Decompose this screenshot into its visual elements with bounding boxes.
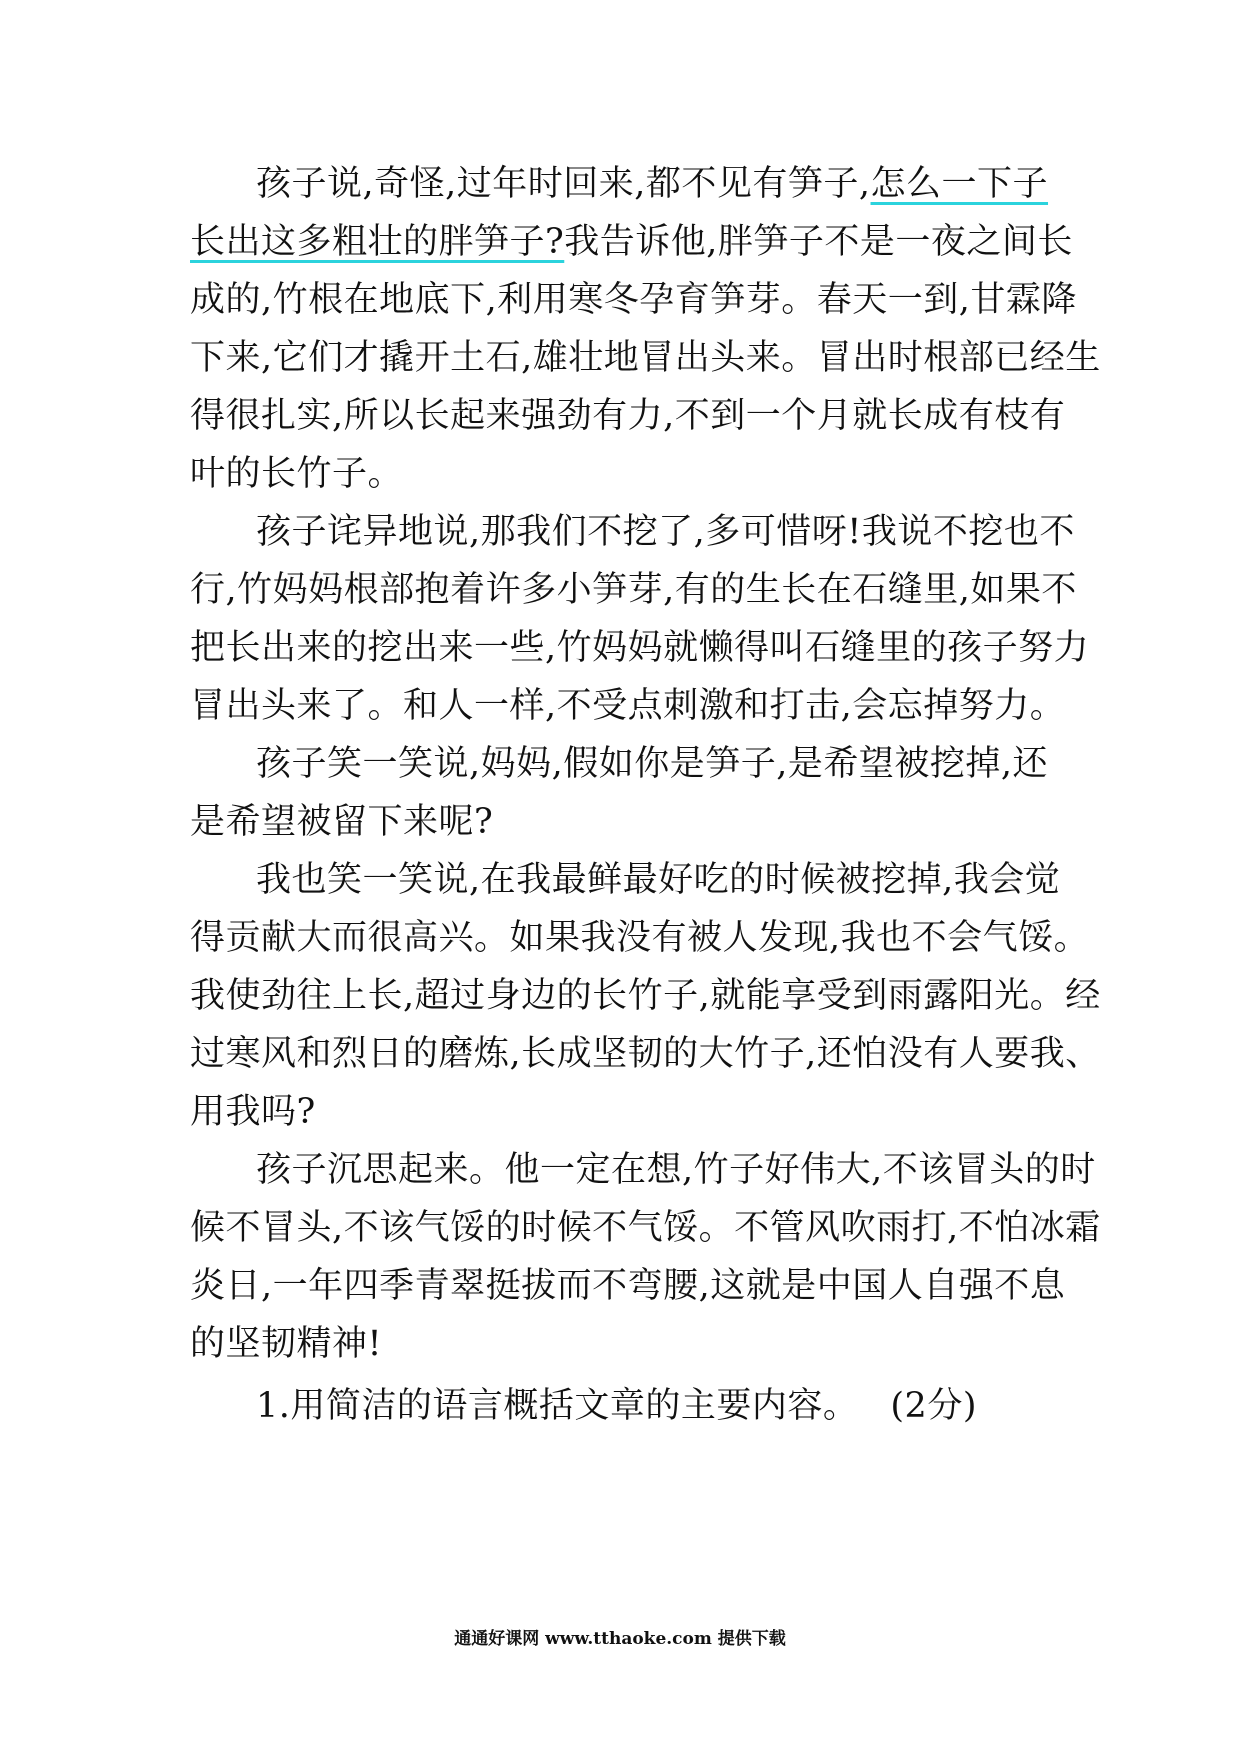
p4-line-4: 过寒风和烈日的磨炼,长成坚韧的大竹子,还怕没有人要我、 bbox=[190, 1034, 1101, 1074]
p1-line-2-text: 我告诉他,胖笋子不是一夜之间长 bbox=[564, 222, 1073, 262]
p3-line-1: 孩子笑一笑说,妈妈,假如你是笋子,是希望被挖掉,还 bbox=[256, 744, 1049, 784]
underlined-phrase-part-1: 怎么一下子 bbox=[870, 164, 1049, 204]
p4-line-5: 用我吗? bbox=[190, 1092, 316, 1132]
p1-line-3: 成的,竹根在地底下,利用寒冬孕育笋芽。春天一到,甘霖降 bbox=[190, 280, 1077, 320]
question-score: (2分) bbox=[890, 1386, 977, 1426]
p4-line-3: 我使劲往上长,超过身边的长竹子,就能享受到雨露阳光。经 bbox=[190, 976, 1101, 1016]
p2-line-2: 行,竹妈妈根部抱着许多小笋芽,有的生长在石缝里,如果不 bbox=[190, 570, 1077, 610]
p4-line-2: 得贡献大而很高兴。如果我没有被人发现,我也不会气馁。 bbox=[190, 918, 1090, 958]
p2-line-1: 孩子诧异地说,那我们不挖了,多可惜呀!我说不挖也不 bbox=[256, 512, 1075, 552]
p1-line-1-text: 孩子说,奇怪,过年时回来,都不见有笋子, bbox=[256, 164, 871, 204]
p2-line-3: 把长出来的挖出来一些,竹妈妈就懒得叫石缝里的孩子努力 bbox=[190, 628, 1090, 668]
p5-line-2: 候不冒头,不该气馁的时候不气馁。不管风吹雨打,不怕冰霜 bbox=[190, 1208, 1101, 1248]
p2-line-4: 冒出头来了。和人一样,不受点刺激和打击,会忘掉努力。 bbox=[190, 686, 1066, 726]
p1-line-5: 得很扎实,所以长起来强劲有力,不到一个月就长成有枝有 bbox=[190, 396, 1066, 436]
p3-line-2: 是希望被留下来呢? bbox=[190, 802, 494, 842]
p1-line-2 bbox=[190, 220, 1073, 264]
question-1 bbox=[256, 1384, 977, 1428]
p5-line-1: 孩子沉思起来。他一定在想,竹子好伟大,不该冒头的时 bbox=[256, 1150, 1096, 1190]
p4-line-1: 我也笑一笑说,在我最鲜最好吃的时候被挖掉,我会觉 bbox=[256, 860, 1061, 900]
question-text: 1.用简洁的语言概括文章的主要内容。 bbox=[256, 1386, 859, 1426]
p5-line-4: 的坚韧精神! bbox=[190, 1324, 383, 1364]
p1-line-6: 叶的长竹子。 bbox=[190, 454, 404, 494]
p1-line-4: 下来,它们才撬开土石,雄壮地冒出头来。冒出时根部已经生 bbox=[190, 338, 1101, 378]
p5-line-3: 炎日,一年四季青翠挺拔而不弯腰,这就是中国人自强不息 bbox=[190, 1266, 1066, 1306]
footer-credit: 通通好课网 www.tthaoke.com 提供下载 bbox=[454, 1629, 786, 1649]
p1-line-1 bbox=[256, 162, 1048, 206]
underlined-phrase-part-2: 长出这多粗壮的胖笋子? bbox=[190, 222, 565, 262]
